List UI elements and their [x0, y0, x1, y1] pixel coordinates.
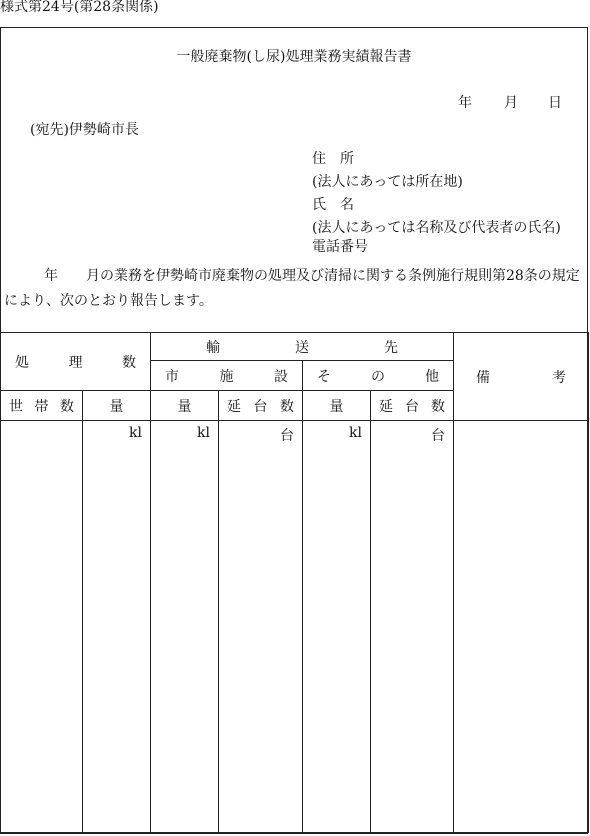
unit-vehicle: 台 — [431, 428, 445, 444]
address-label: 住 所 — [312, 151, 354, 167]
date-month: 月 — [504, 95, 518, 111]
transport-header: 輸 送 先 — [151, 333, 454, 361]
city-vehicles-cell[interactable] — [219, 421, 303, 833]
city-vehicles-header: 延台数 — [219, 391, 303, 421]
other-header: そ の 他 — [303, 361, 454, 391]
phone-label: 電話番号 — [312, 239, 368, 255]
amount-cell[interactable] — [83, 421, 151, 833]
addressee: (宛先)伊勢崎市長 — [30, 122, 139, 138]
remarks-header: 備 考 — [454, 333, 589, 421]
name-note: (法人にあっては名称及び代表者の氏名) — [312, 220, 561, 236]
other-vehicles-cell[interactable] — [371, 421, 454, 833]
processing-header: 処 理 数 — [1, 333, 151, 391]
address-note: (法人にあっては所在地) — [312, 174, 463, 190]
name-label: 氏 名 — [312, 197, 354, 213]
city-amount-header: 量 — [151, 391, 219, 421]
other-amount-cell[interactable] — [303, 421, 371, 833]
records-table — [0, 332, 589, 833]
unit-kl: kl — [349, 425, 362, 441]
city-facility-header: 市 施 設 — [151, 361, 303, 391]
amount-header: 量 — [83, 391, 151, 421]
form-id: 様式第24号(第28条関係) — [0, 0, 159, 15]
unit-vehicle: 台 — [280, 428, 294, 444]
other-vehicles-header: 延台数 — [371, 391, 454, 421]
unit-kl: kl — [197, 425, 210, 441]
other-amount-header: 量 — [303, 391, 371, 421]
date-year: 年 — [458, 95, 472, 111]
form-title: 一般廃棄物(し尿)処理業務実績報告書 — [176, 49, 412, 65]
city-amount-cell[interactable] — [151, 421, 219, 833]
households-cell[interactable] — [1, 421, 83, 833]
unit-kl: kl — [129, 425, 142, 441]
date-day: 日 — [548, 95, 562, 111]
report-body: 年 月の業務を伊勢崎市廃棄物の処理及び清掃に関する条例施行規則第28条の規定により、次のとおり報告します。 — [4, 268, 580, 309]
remarks-cell[interactable] — [454, 421, 589, 833]
households-header: 世帯数 — [1, 391, 83, 421]
